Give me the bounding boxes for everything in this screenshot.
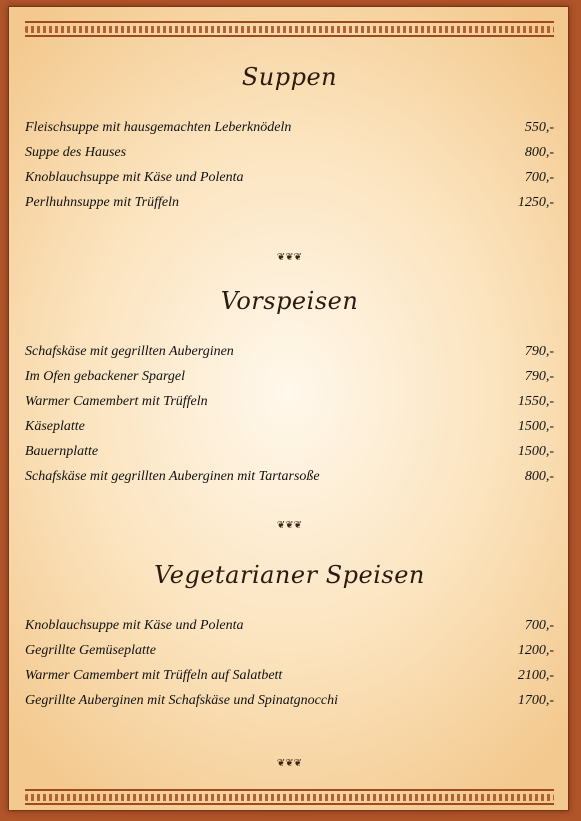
menu-item [25, 464, 554, 489]
top-scroll-ornament [25, 26, 554, 33]
item-name: Gegrillte Gemüseplatte [25, 643, 157, 658]
section-divider-ornament: ❦❦❦ [276, 520, 303, 531]
item-name: Im Ofen gebackener Spargel [25, 369, 186, 384]
item-name: Schafskäse mit gegrillten Auberginen mit Tartarsoße [25, 469, 320, 484]
item-name: Bauernplatte [25, 444, 99, 459]
item-name: Perlhuhnsuppe mit Trüffeln [25, 195, 179, 210]
item-price: 550,- [524, 120, 554, 135]
item-name: Warmer Camembert mit Trüffeln [25, 394, 208, 409]
item-price: 800,- [524, 145, 554, 160]
item-price: 1200,- [517, 643, 554, 658]
item-name: Fleischsuppe mit hausgemachten Leberknödeln [25, 120, 292, 135]
menu-item [25, 364, 554, 389]
item-name: Gegrillte Auberginen mit Schafskäse und Spinatgnocchi [25, 693, 339, 708]
item-price: 800,- [524, 469, 554, 484]
item-price: 1500,- [517, 444, 554, 459]
item-name: Schafskäse mit gegrillten Auberginen [25, 344, 234, 359]
top-rule [25, 21, 554, 23]
menu-page [8, 6, 569, 811]
section-list-vorspeisen [25, 339, 554, 489]
item-price: 1250,- [517, 195, 554, 210]
section-title-suppen: Suppen [241, 63, 338, 91]
section-title-vorspeisen: Vorspeisen [220, 287, 359, 315]
bottom-rule [25, 789, 554, 791]
menu-item [25, 414, 554, 439]
menu-item [25, 190, 554, 215]
menu-item [25, 339, 554, 364]
menu-item [25, 389, 554, 414]
item-price: 1700,- [517, 693, 554, 708]
item-price: 700,- [524, 170, 554, 185]
section-divider-ornament: ❦❦❦ [276, 252, 303, 263]
item-price: 2100,- [517, 668, 554, 683]
menu-item [25, 613, 554, 638]
bottom-rule-lower [25, 803, 554, 805]
item-price: 700,- [524, 618, 554, 633]
bottom-ornament-border [25, 789, 554, 805]
section-list-vegetarianer-speisen [25, 613, 554, 713]
menu-item [25, 688, 554, 713]
section-title-vegetarianer-speisen: Vegetarianer Speisen [154, 561, 425, 589]
item-price: 1550,- [517, 394, 554, 409]
item-price: 790,- [524, 344, 554, 359]
menu-item [25, 165, 554, 190]
menu-item [25, 115, 554, 140]
item-price: 790,- [524, 369, 554, 384]
item-price: 1500,- [517, 419, 554, 434]
top-ornament-border [25, 21, 554, 37]
item-name: Käseplatte [25, 419, 85, 434]
item-name: Warmer Camembert mit Trüffeln auf Salatbett [25, 668, 283, 683]
menu-item [25, 663, 554, 688]
top-rule-lower [25, 35, 554, 37]
menu-item [25, 638, 554, 663]
item-name: Knoblauchsuppe mit Käse und Polenta [25, 618, 244, 633]
bottom-scroll-ornament [25, 794, 554, 801]
section-list-suppen [25, 115, 554, 215]
menu-item [25, 140, 554, 165]
item-name: Suppe des Hauses [25, 145, 127, 160]
section-divider-ornament: ❦❦❦ [276, 758, 303, 769]
menu-item [25, 439, 554, 464]
item-name: Knoblauchsuppe mit Käse und Polenta [25, 170, 244, 185]
